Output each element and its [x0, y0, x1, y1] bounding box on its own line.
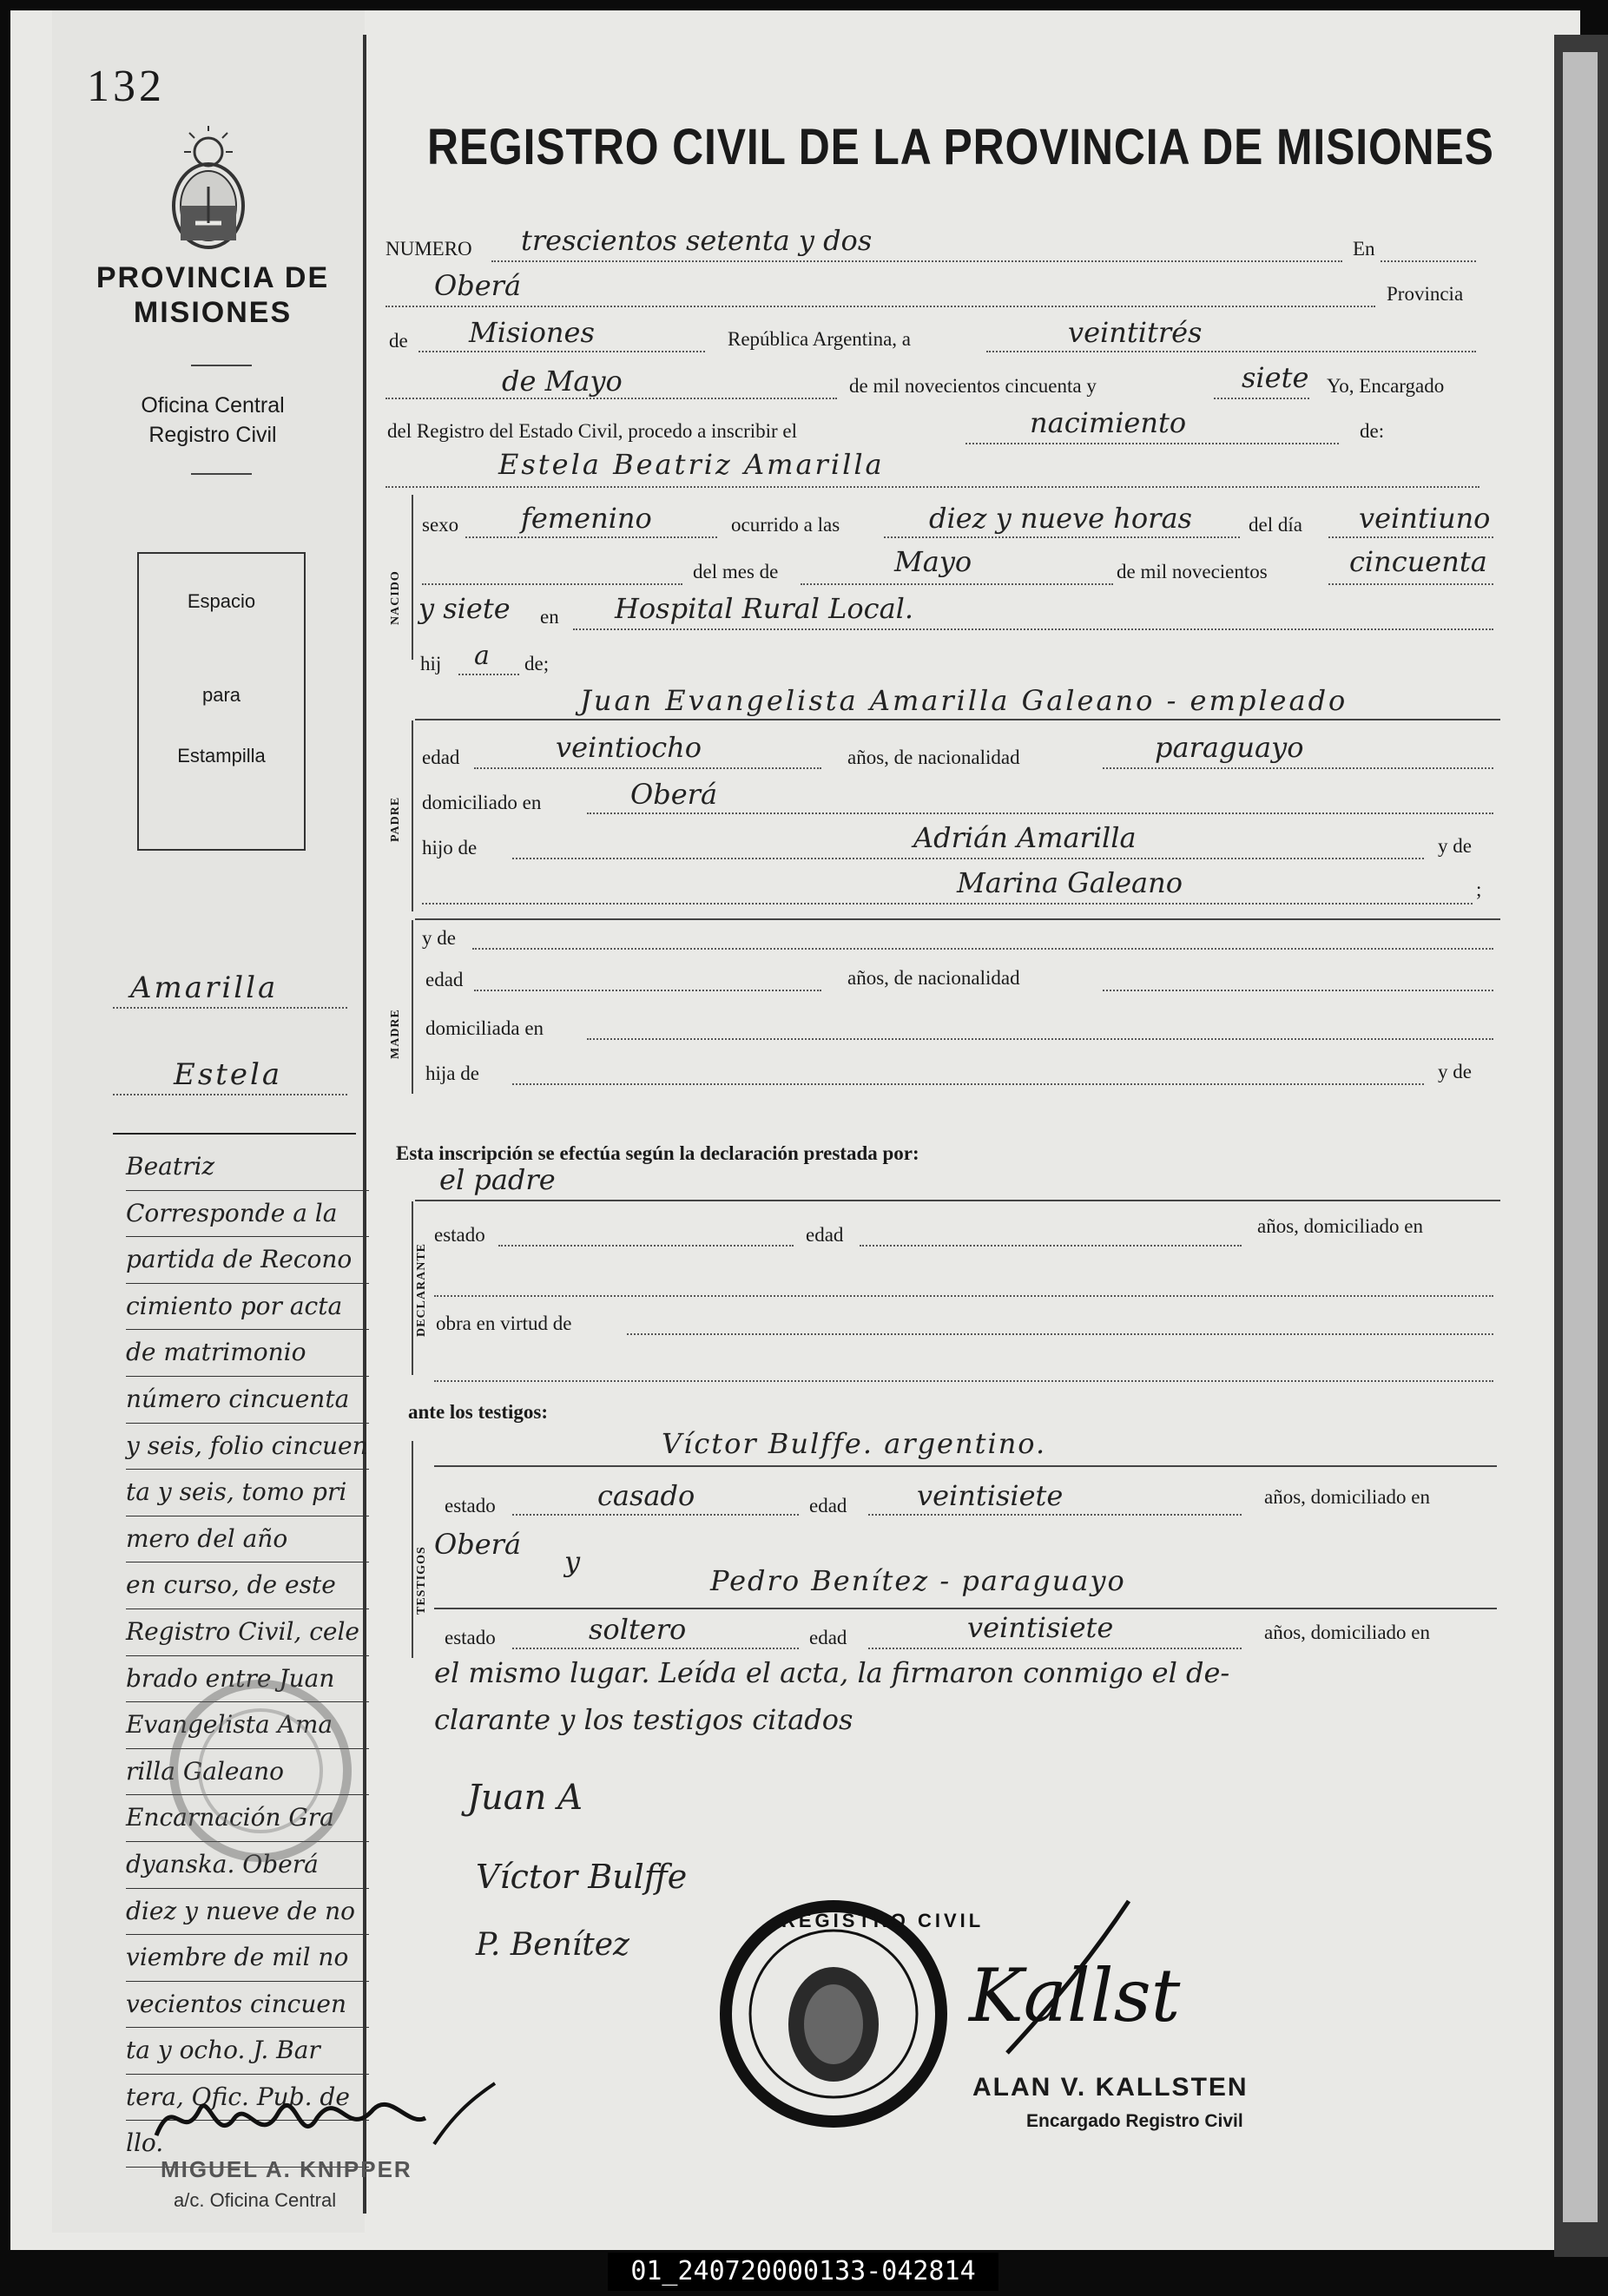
madre-bracket: [412, 920, 413, 1094]
official-name: ALAN V. KALLSTEN: [972, 2073, 1249, 2102]
official-signature-stroke: [946, 1892, 1155, 2066]
page-title: REGISTRO CIVIL DE LA PROVINCIA DE MISIONES: [427, 119, 1494, 175]
signature-witness-1: Víctor Bulffe: [476, 1858, 688, 1896]
padre-bracket: [412, 720, 413, 911]
signature-witness-2: P. Benítez: [476, 1927, 630, 1963]
margin-signer-name: MIGUEL A. KNIPPER: [161, 2156, 412, 2182]
province-title: PROVINCIA DE MISIONES: [96, 261, 330, 329]
seal-text: REGISTRO CIVIL: [781, 1910, 985, 1931]
margin-note: Beatriz Corresponde a la partida de Recono cimiento por acta de matrimonio número cincuenta y seis, folio cincuen ta y seis, tomo pri mero del año en curso, de este Registro Civil, cele brado entre Juan Evangelista Ama rilla Galeano Encarnación Gra dyanska. Oberá diez y nueve de no viembre de mil no vecientos cincuen ta y ocho. J. Bar tera, Ofic. Pub. de llo.: [126, 1144, 369, 2168]
official-title: Encargado Registro Civil: [1026, 2111, 1243, 2131]
signature-lines: [424, 1771, 736, 1997]
margin-surname: Amarilla: [130, 970, 279, 1005]
testigos-bracket: [412, 1441, 413, 1658]
page-number: 132: [87, 62, 165, 111]
signature-declarant: Juan A: [467, 1778, 583, 1818]
official-signature: Kallst: [969, 1953, 1181, 2038]
margin-first-name: Estela: [174, 1057, 283, 1092]
declarante-bracket: [412, 1201, 413, 1375]
margin-signer-title: a/c. Oficina Central: [174, 2189, 337, 2211]
office-label: Oficina Central Registro Civil: [141, 393, 285, 447]
nacido-bracket: [412, 495, 413, 660]
stamp-box: Espacio para Estampilla: [137, 552, 306, 851]
form-body: NUMERO trescientos setenta y dos En Oberá Provincia de Misiones República Argentina, a veintitrés de Mayo de mil novecientos cincuenta y siete Yo, Encargado del Registro del Estado Civil, procedo a inscribir el nacimiento de: Estela Beatriz Amarilla NACIDO sexo femenino ocurrido a las diez y nueve horas del día veintiuno del mes de Mayo de mil novecientos cincuenta y siete en Hospital Rural Local. hij a de; PADRE Juan Evangelista Amarilla Galeano - empleado edad veintiocho años, de nacionalidad paraguayo domiciliado en Oberá hijo de Adrián Amarilla y de Marina Galeano ; MADRE y de edad años, de nacionalidad domiciliada en hija de y de Esta inscripción se efectúa según la declaración prestada por: el padre DECLARANTE estado edad años, domiciliado en obra en virtud de ante los testigos: Víctor Bulffe. argentino. TESTIGOS estado casado edad veintisiete años, domiciliado en Oberá y Pedro Benítez - paraguayo estado soltero edad veintisiete años, domiciliado en el mismo lugar. Leída el acta, la firmaron conmigo el de- clarante y los testigos citados: [0, 0, 1608, 2257]
image-caption: 01_240720000133-042814: [608, 2253, 998, 2291]
